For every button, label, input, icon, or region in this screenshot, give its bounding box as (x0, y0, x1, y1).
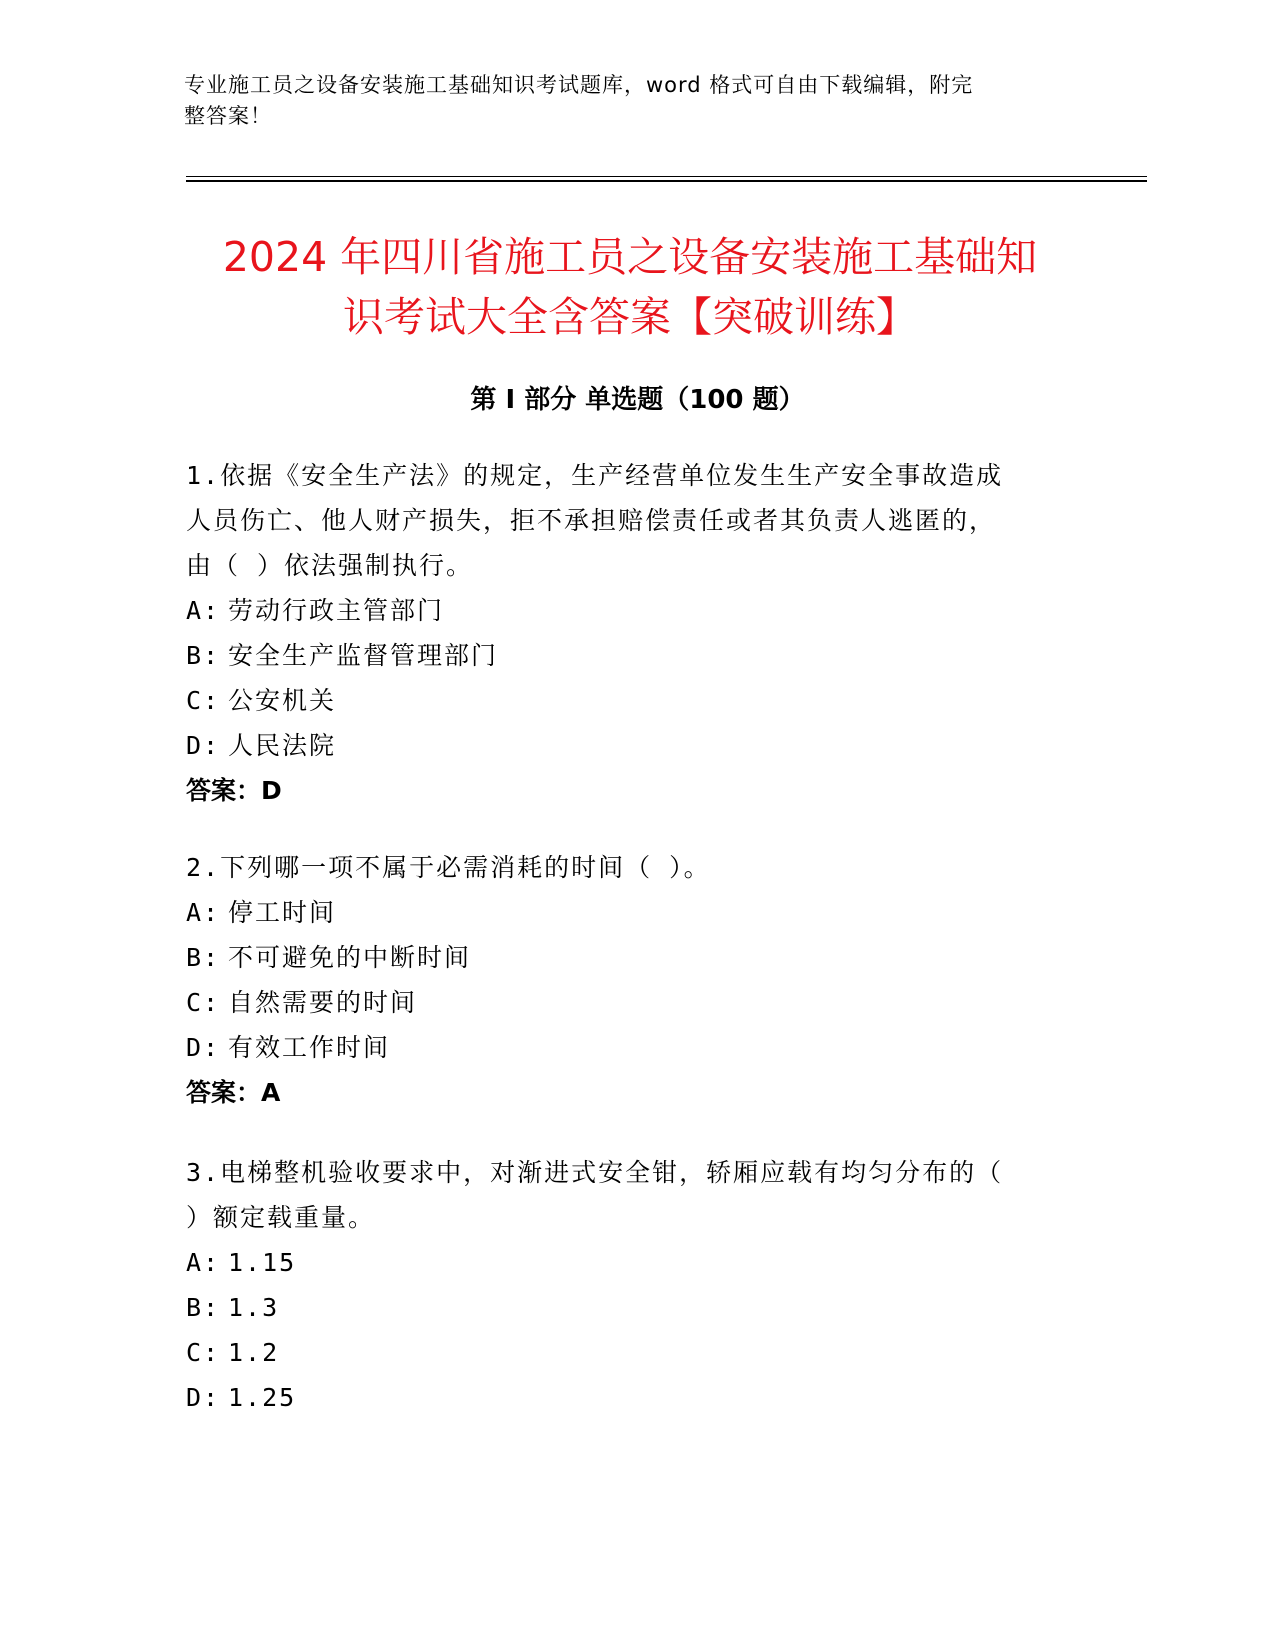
option-text: 1.25 (228, 1383, 297, 1412)
option-letter: C: (186, 988, 221, 1017)
option-letter: D: (186, 1383, 221, 1412)
option-letter: D: (186, 731, 221, 760)
option-a (186, 588, 1066, 633)
option-text: 不可避免的中断时间 (228, 943, 472, 972)
question-2 (186, 845, 1066, 1115)
option-a (186, 890, 1066, 935)
option-text: 人民法院 (228, 731, 337, 760)
option-text: 有效工作时间 (228, 1033, 391, 1062)
document-title-line-1: 2024 年四川省施工员之设备安装施工基础知 (222, 233, 1038, 281)
option-b (186, 935, 1066, 980)
option-letter: B: (186, 1293, 221, 1322)
option-d (186, 723, 1066, 768)
option-d (186, 1375, 1066, 1420)
option-text: 公安机关 (228, 686, 337, 715)
header-note-line-1: 专业施工员之设备安装施工基础知识考试题库，word 格式可自由下载编辑，附完 (184, 73, 974, 97)
question-3 (186, 1150, 1066, 1420)
option-letter: A: (186, 898, 221, 927)
option-c (186, 980, 1066, 1025)
option-letter: B: (186, 641, 221, 670)
question-stem-line: 人员伤亡、他人财产损失，拒不承担赔偿责任或者其负责人逃匿的， (186, 506, 997, 535)
answer: 答案：A (186, 1078, 281, 1107)
question-stem-line: 1.依据《安全生产法》的规定，生产经营单位发生生产安全事故造成 (186, 461, 1004, 490)
question-1 (186, 453, 1066, 813)
option-text: 1.3 (228, 1293, 280, 1322)
question-stem (186, 453, 1066, 588)
header-note-line-2: 整答案！ (184, 104, 272, 128)
option-text: 安全生产监督管理部门 (228, 641, 499, 670)
option-a (186, 1240, 1066, 1285)
answer: 答案：D (186, 776, 282, 805)
option-text: 停工时间 (228, 898, 337, 927)
option-letter: C: (186, 686, 221, 715)
header-divider-thin (186, 176, 1147, 177)
question-stem-line: ）额定载重量。 (186, 1203, 376, 1232)
option-b (186, 633, 1066, 678)
document-title-line-2: 识考试大全含答案【突破训练】 (343, 293, 917, 341)
question-stem-line: 由（ ）依法强制执行。 (186, 551, 474, 580)
question-stem-line: 2.下列哪一项不属于必需消耗的时间（ ）。 (186, 853, 711, 882)
header-divider-thick (186, 180, 1147, 182)
option-d (186, 1025, 1066, 1070)
question-stem-line: 3.电梯整机验收要求中，对渐进式安全钳，轿厢应载有均匀分布的（ (186, 1158, 1004, 1187)
option-letter: C: (186, 1338, 221, 1367)
option-text: 1.15 (228, 1248, 297, 1277)
option-c (186, 1330, 1066, 1375)
option-letter: A: (186, 596, 221, 625)
option-letter: D: (186, 1033, 221, 1062)
option-text: 劳动行政主管部门 (228, 596, 445, 625)
option-c (186, 678, 1066, 723)
question-stem (186, 1150, 1066, 1240)
option-text: 1.2 (228, 1338, 280, 1367)
question-stem (186, 845, 1066, 890)
section-heading: 第 I 部分 单选题（100 题） (470, 385, 805, 415)
option-letter: B: (186, 943, 221, 972)
option-letter: A: (186, 1248, 221, 1277)
option-text: 自然需要的时间 (228, 988, 418, 1017)
document-title (180, 227, 1080, 347)
option-b (186, 1285, 1066, 1330)
header-note (184, 70, 1064, 132)
